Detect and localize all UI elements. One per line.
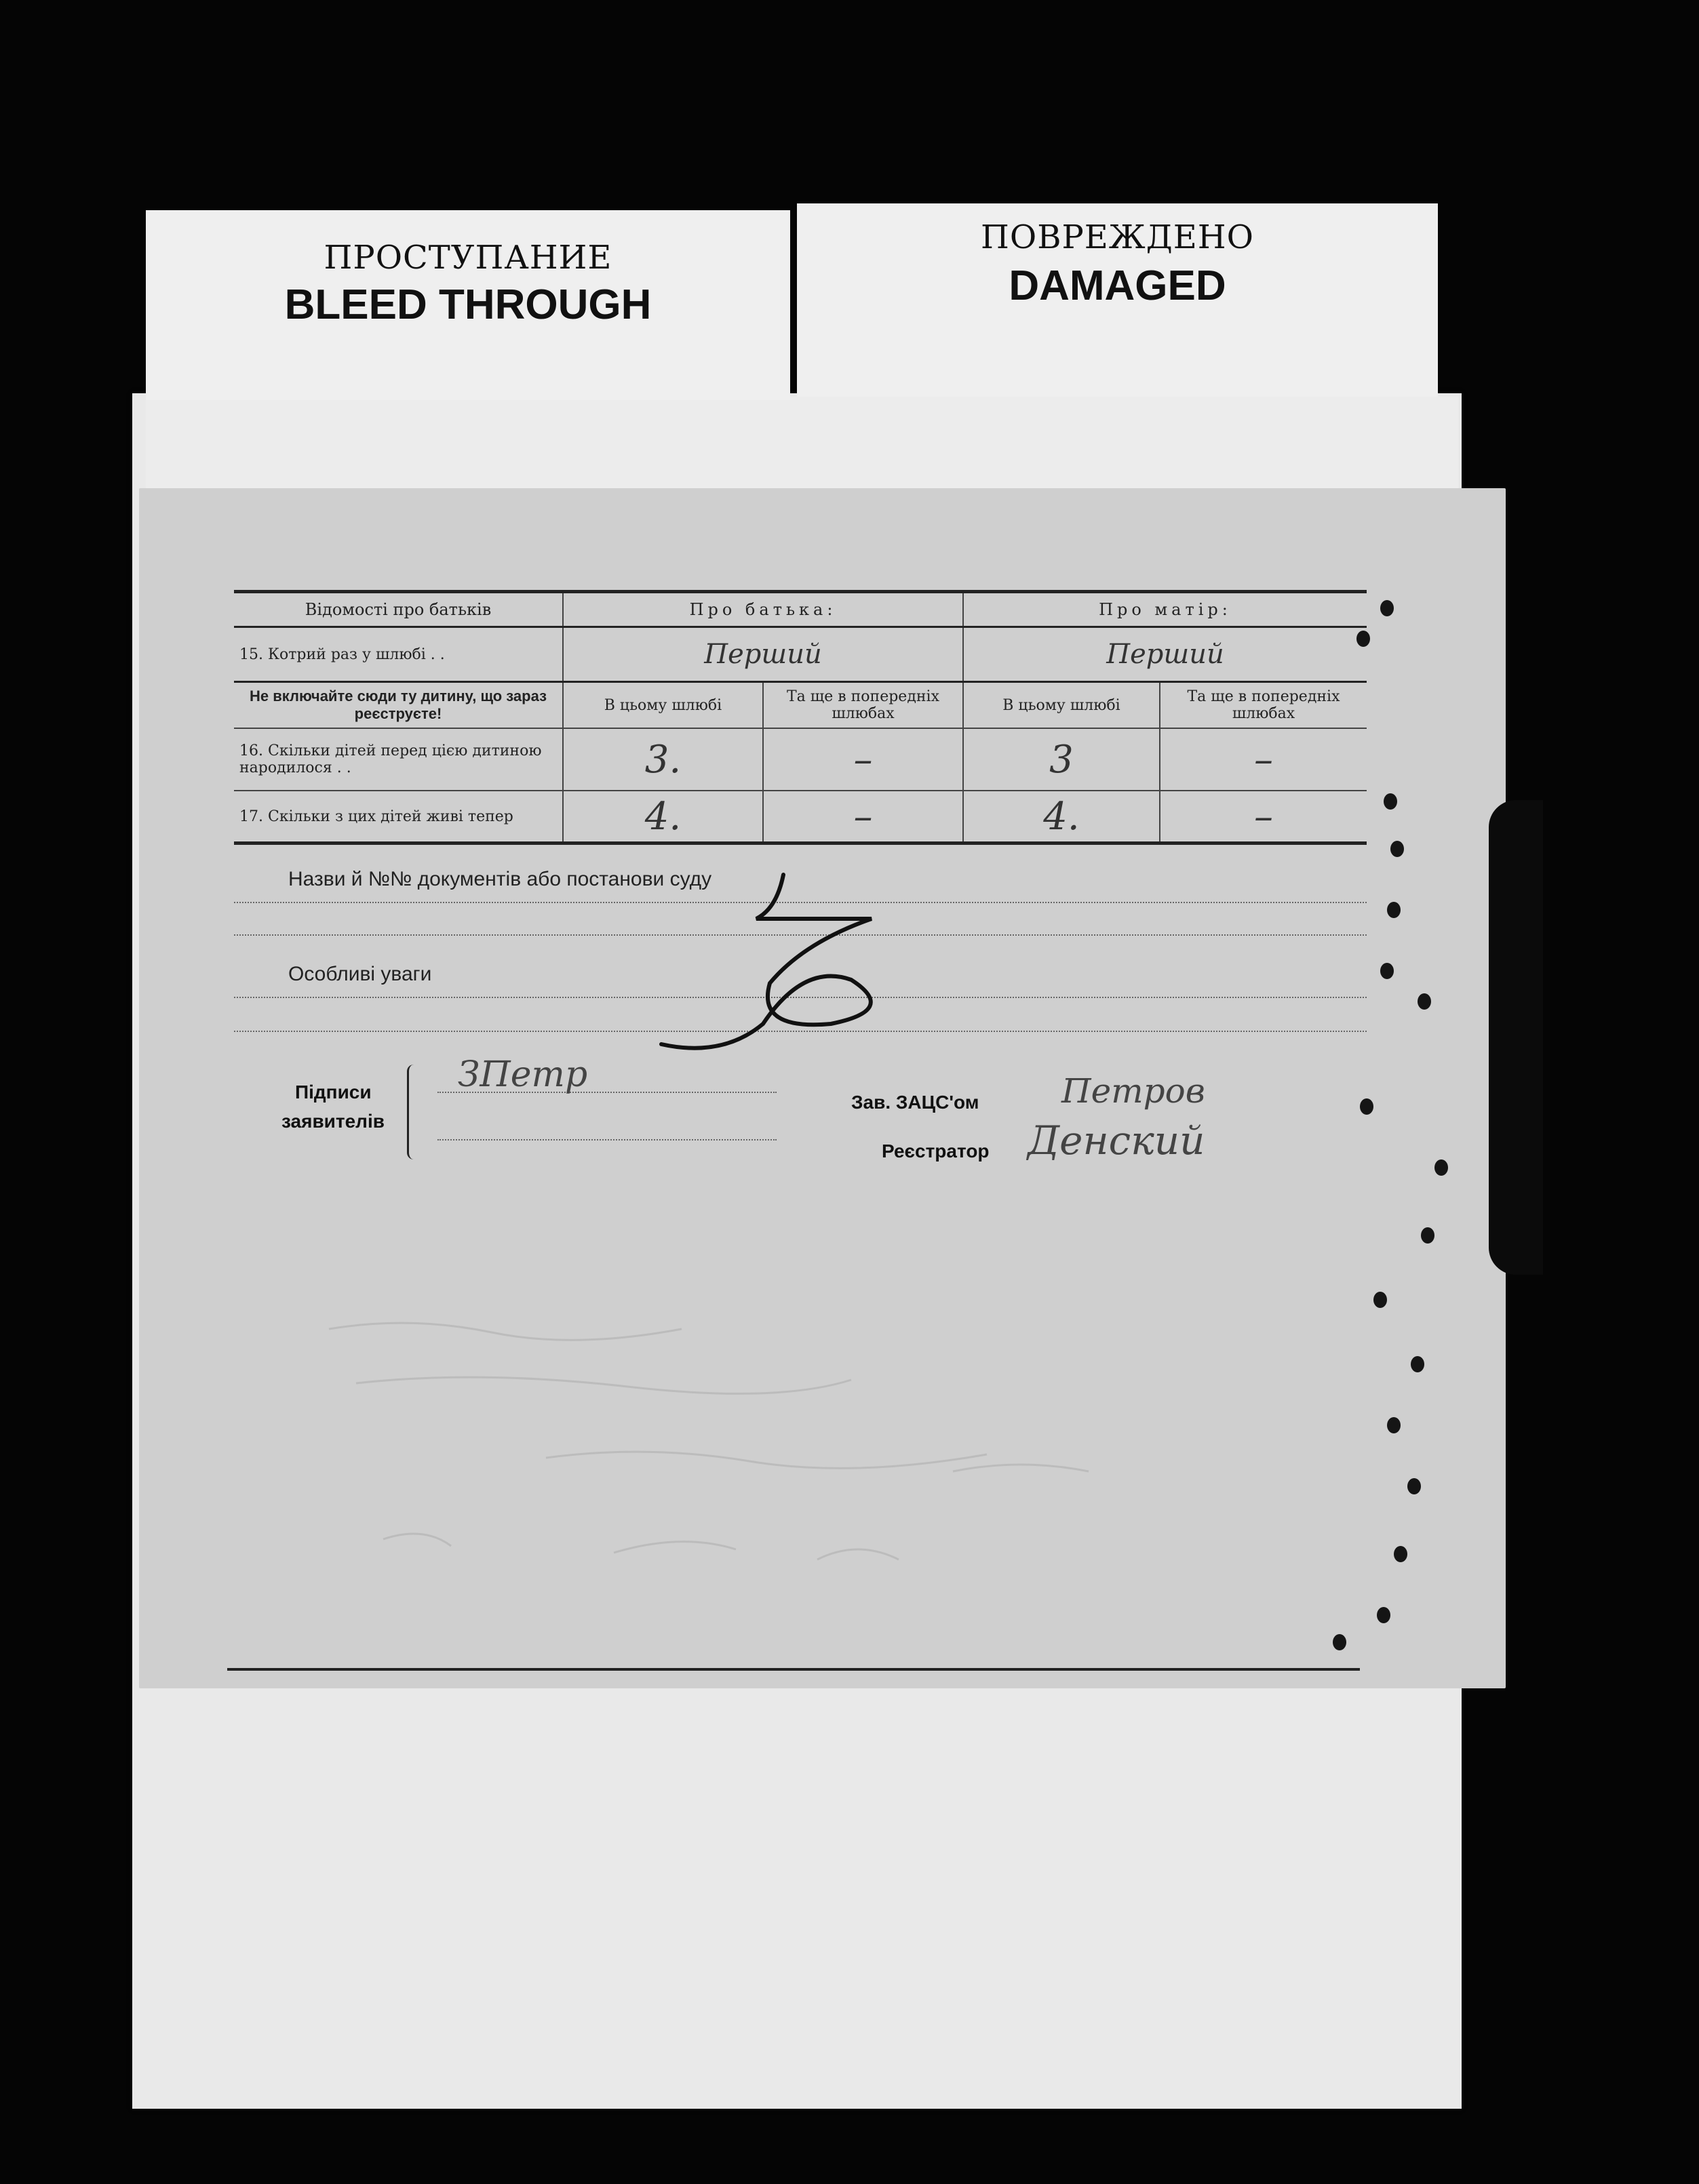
row-16-label: 16. Скільки дітей перед цією дитиною народилося . . <box>234 728 563 791</box>
form-page <box>139 488 1506 1688</box>
bleed-through-label <box>146 210 790 400</box>
applicant-sign-line-2 <box>437 1139 777 1140</box>
row-17-father-this: 4. <box>563 791 763 843</box>
bleed-ru-text: ПРОСТУПАНИЕ <box>324 239 612 277</box>
row-17-mother-this: 4. <box>963 791 1160 843</box>
bleed-through-marks <box>207 1268 1224 1607</box>
damaged-label <box>797 203 1438 397</box>
row-15-mother-value: Перший <box>963 627 1367 682</box>
registrar-label: Реєстратор <box>882 1140 990 1162</box>
row-15-label: 15. Котрий раз у шлюбі . . <box>234 627 563 682</box>
row-17-children-alive <box>234 791 1367 843</box>
row-15-marriage-count <box>234 627 1367 682</box>
table-subheader-row <box>234 682 1367 729</box>
torn-edge <box>1489 800 1543 1275</box>
do-not-include-note: Не включайте сюди ту дитину, що зараз реєструєте! <box>234 682 563 729</box>
subheader-father-prev-marriages: Та ще в попередніх шлюбах <box>763 682 963 729</box>
applicant-signature: ЗПетр <box>458 1054 588 1095</box>
row-16-children-born <box>234 728 1367 791</box>
registrar-signature: Денский <box>1028 1117 1205 1164</box>
bleed-en-text: BLEED THROUGH <box>284 281 652 328</box>
applicants-label-1: Підписи <box>295 1081 372 1103</box>
row-17-father-prev: – <box>763 791 963 843</box>
header-parents-info: Відомості про батьків <box>234 592 563 627</box>
bottom-rule <box>227 1668 1360 1671</box>
row-16-mother-this: 3 <box>963 728 1160 791</box>
row-17-label: 17. Скільки з цих дітей живі тепер <box>234 791 563 843</box>
row-16-father-prev: – <box>763 728 963 791</box>
subheader-mother-this-marriage: В цьому шлюбі <box>963 682 1160 729</box>
parents-info-table <box>234 590 1367 845</box>
subheader-mother-prev-marriages: Та ще в попередніх шлюбах <box>1160 682 1367 729</box>
head-zags-label: Зав. ЗАЦС'ом <box>851 1092 979 1113</box>
remarks-label: Особливі уваги <box>288 963 432 985</box>
subheader-father-this-marriage: В цьому шлюбі <box>563 682 763 729</box>
damaged-en-text: DAMAGED <box>1009 262 1226 309</box>
row-17-mother-prev: – <box>1160 791 1367 843</box>
header-about-father: Про батька: <box>563 592 963 627</box>
head-zags-signature: Петров <box>1061 1071 1205 1111</box>
row-15-father-value: Перший <box>563 627 963 682</box>
table-header-row <box>234 592 1367 627</box>
damaged-ru-text: ПОВРЕЖДЕНО <box>980 218 1255 256</box>
applicants-label-2: заявителів <box>281 1111 385 1132</box>
header-about-mother: Про матір: <box>963 592 1367 627</box>
documents-label: Назви й №№ документів або постанови суду <box>288 868 712 890</box>
row-16-mother-prev: – <box>1160 728 1367 791</box>
row-16-father-this: 3. <box>563 728 763 791</box>
strike-mark <box>641 854 926 1058</box>
applicants-bracket <box>407 1065 418 1159</box>
